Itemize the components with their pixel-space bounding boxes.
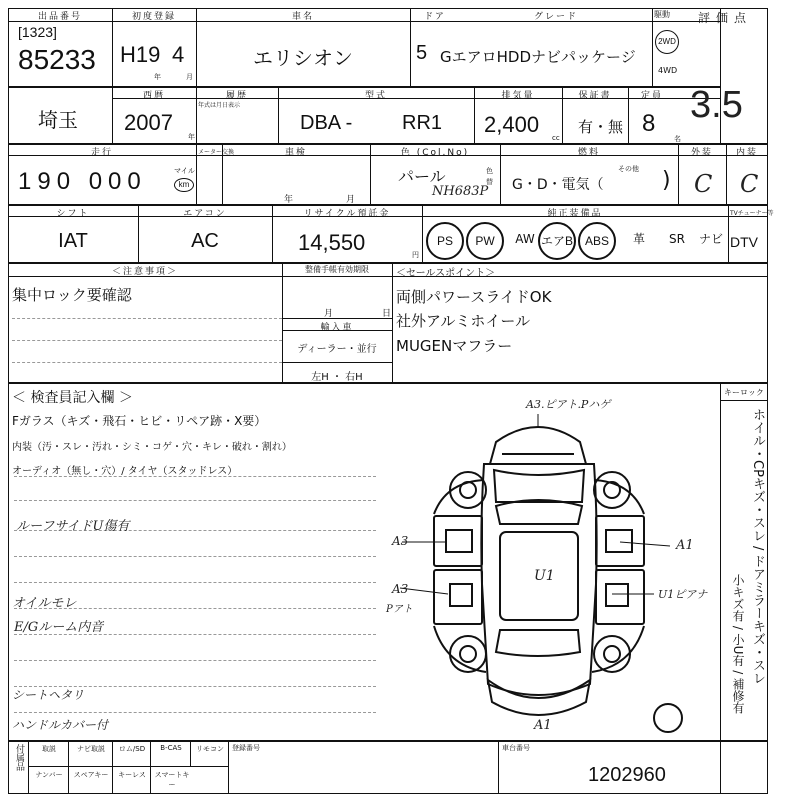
car-damage-diagram <box>376 384 720 740</box>
grade-label: グレード <box>533 12 578 22</box>
equipment-4: エアB <box>538 222 576 260</box>
dotted-line <box>12 340 282 341</box>
rule <box>228 740 229 794</box>
displacement: 2,400 <box>484 112 540 137</box>
dotted-line <box>12 362 282 363</box>
equipment-1: PS <box>426 222 464 260</box>
sales-label: ＜セールスポイント＞ <box>396 268 496 279</box>
note-seat-wear: シートヘタリ <box>12 688 85 702</box>
rule <box>28 766 228 767</box>
year-unit-2: 年 <box>188 133 195 141</box>
note-engine-sound: E/Gルーム内音 <box>14 620 104 635</box>
odo-label: メーター交換 <box>198 149 235 156</box>
rule <box>720 740 721 794</box>
sales-point-3: MUGENマフラー <box>396 337 513 355</box>
grade-name: GエアロHDDナビパッケージ <box>440 48 636 66</box>
rule <box>112 740 113 794</box>
rule <box>28 740 29 794</box>
caution-label: ＜注意事項＞ <box>111 267 178 277</box>
recycle-label: リサイクル預託金 <box>303 209 391 219</box>
equipment-7: SR <box>669 232 685 246</box>
rule <box>282 362 392 363</box>
month-unit: 月 <box>186 73 193 81</box>
shift-label: シフト <box>56 209 90 219</box>
tv-label: TVチューナー等 <box>730 210 774 217</box>
keylock-label: キーロック <box>724 388 764 397</box>
accessory-3: ロム/SD <box>118 745 146 753</box>
dotted-line <box>14 500 376 501</box>
equipment-3: AW <box>515 232 535 246</box>
model-year: 2007 <box>124 110 173 135</box>
import-label: 輸入車 <box>320 323 354 333</box>
chassis-label: 車台番号 <box>502 744 530 752</box>
dotted-line <box>14 660 376 661</box>
rule <box>728 204 729 263</box>
rule <box>8 740 768 742</box>
equipment-6: 革 <box>632 232 645 246</box>
history-label: 履歴 <box>225 91 248 101</box>
accessories-label: 付属品 <box>14 744 24 771</box>
mileage-value: 190 000 <box>18 168 147 195</box>
inspection-title: ＜ 検査員記入欄 ＞ <box>12 390 133 406</box>
mark-left-rear: A3 <box>392 582 409 596</box>
score-value: 3.5 <box>690 84 743 126</box>
type-code: RR1 <box>402 112 443 134</box>
accessory-2: ナビ取説 <box>77 745 105 753</box>
mark-right-front: A1 <box>676 538 694 553</box>
accessory-6: ナンバー <box>35 771 63 779</box>
interior-label: 内装 <box>735 148 758 158</box>
mile-unit: マイル <box>174 167 195 175</box>
lot-number: 85233 <box>18 44 96 75</box>
cc-unit: cc <box>552 134 560 142</box>
mark-right-rear: U1ピアナ <box>658 588 708 601</box>
registration-label: 登録番号 <box>232 744 260 752</box>
mark-left-rear-note: Pアト <box>386 604 413 615</box>
exterior-label: 外装 <box>690 148 713 158</box>
first-reg-label: 初度登録 <box>131 12 176 22</box>
rule <box>720 382 721 740</box>
accessory-4: B-CAS <box>160 744 182 752</box>
mark-front: A3.ピアト.Pハゲ <box>526 398 611 411</box>
rule <box>282 318 392 319</box>
caution-text: 集中ロック要確認 <box>12 286 132 304</box>
first-reg-month: 4 <box>172 42 185 67</box>
note-steering-cover: ハンドルカバー付 <box>12 718 109 732</box>
history-sub: 年式は月日表示 <box>198 102 241 109</box>
first-reg-year: H19 <box>120 42 161 67</box>
recycle-fee: 14,550 <box>298 230 366 255</box>
equipment-5: ABS <box>578 222 616 260</box>
year-unit: 年 <box>154 73 161 81</box>
color-code: NH683P <box>432 184 489 199</box>
door-label: ドア <box>424 12 446 22</box>
capacity-value: 8 <box>642 110 656 137</box>
rule <box>68 740 69 794</box>
accessory-8: キーレス <box>118 771 146 779</box>
lot-sub: [1323] <box>18 24 57 40</box>
rule <box>112 8 113 144</box>
drive-label: 駆動 <box>654 10 670 19</box>
accessory-7: スペアキー <box>73 771 109 779</box>
inspection-glass: Fガラス（キズ・飛石・ヒビ・リペア跡・X要） <box>12 414 267 428</box>
maintenance-month: 月 <box>324 309 334 319</box>
drive-4wd: 4WD <box>658 66 678 75</box>
year-label: 西暦 <box>142 91 165 101</box>
region: 埼玉 <box>38 108 78 132</box>
note-roof-side: ルーフサイドU傷有 <box>16 519 130 534</box>
ac-label: エアコン <box>183 209 227 219</box>
note-oil-leak: オイルモレ <box>12 596 77 611</box>
color-change-label: 色替 <box>486 167 493 186</box>
inspection-year: 年 <box>284 195 294 205</box>
recycle-unit: 円 <box>412 251 419 259</box>
capacity-label: 定員 <box>640 91 663 101</box>
score-label: 評価点 <box>697 11 752 25</box>
dotted-line <box>14 556 376 557</box>
accessory-1: 取説 <box>42 745 56 753</box>
equipment-label: 純正装備品 <box>547 209 603 219</box>
rule <box>190 740 191 766</box>
mark-left-front: A3 <box>392 534 409 548</box>
color-name: パール <box>398 167 446 186</box>
inspection-month: 月 <box>346 195 356 205</box>
inspection-label: 車検 <box>284 148 307 158</box>
dotted-line <box>14 476 376 477</box>
mileage-label: 走行 <box>90 148 113 158</box>
color-label: 色 (Col.No) <box>400 148 470 158</box>
sales-point-1: 両側パワースライドOK <box>396 288 552 306</box>
capacity-unit: 名 <box>674 135 681 143</box>
rule <box>498 740 499 794</box>
dotted-line <box>12 318 282 319</box>
equipment-8: ナビ <box>698 232 723 246</box>
km-unit-badge: km <box>174 178 194 192</box>
equipment-2: PW <box>466 222 504 260</box>
maintenance-label: 整備手帳有効期限 <box>305 265 369 274</box>
exterior-grade: C <box>694 170 713 198</box>
rule <box>392 262 393 382</box>
mark-roof: U1 <box>534 568 555 584</box>
fuel-value: G・D・電気（ <box>512 177 604 193</box>
dotted-line <box>14 712 376 713</box>
type-label: 型式 <box>364 91 387 101</box>
model-name: エリシオン <box>253 46 353 70</box>
lot-label: 出品番号 <box>37 12 82 22</box>
accessory-5: リモコン <box>196 745 224 753</box>
mark-rear: A1 <box>534 718 552 733</box>
inspection-interior: 内装（汚・スレ・汚れ・シミ・コゲ・穴・キレ・破れ・割れ） <box>12 442 292 453</box>
sales-point-2: 社外アルミホイール <box>396 312 531 330</box>
tv-value: DTV <box>730 234 758 250</box>
chassis-number: 1202960 <box>588 764 666 786</box>
inspection-audio-tire: オーディオ（無し・穴）/ タイヤ（スタッドレス） <box>12 466 238 477</box>
interior-grade: C <box>740 170 759 198</box>
rule <box>720 400 768 401</box>
drive-2wd-badge: 2WD <box>655 30 679 54</box>
type-prefix: DBA - <box>300 112 353 134</box>
shift-value: IAT <box>58 230 88 252</box>
maintenance-day: 日 <box>382 309 392 319</box>
warranty-value: 有・無 <box>578 118 624 136</box>
import-side: 左H ・ 右H <box>311 372 363 383</box>
model-label: 車名 <box>291 12 314 22</box>
keylock-sub: 小キズ有 / 小U有 / 補修有 <box>731 574 745 715</box>
cc-label: 排気量 <box>501 91 535 101</box>
fuel-close-paren: ) <box>662 168 671 193</box>
warranty-label: 保証書 <box>578 91 612 101</box>
rule <box>196 143 197 205</box>
rule <box>150 740 151 794</box>
fuel-label: 燃料 <box>577 148 600 158</box>
keylock-text: ホイル・CPキズ・スレ / ドアミラーキズ・スレ <box>750 408 765 685</box>
door-count: 5 <box>416 42 428 64</box>
import-dealer: ディーラー・並行 <box>297 344 377 355</box>
fuel-other: その他 <box>618 165 639 173</box>
accessory-9: スマートキー <box>154 771 190 789</box>
ac-value: AC <box>191 230 219 252</box>
dotted-line <box>14 582 376 583</box>
